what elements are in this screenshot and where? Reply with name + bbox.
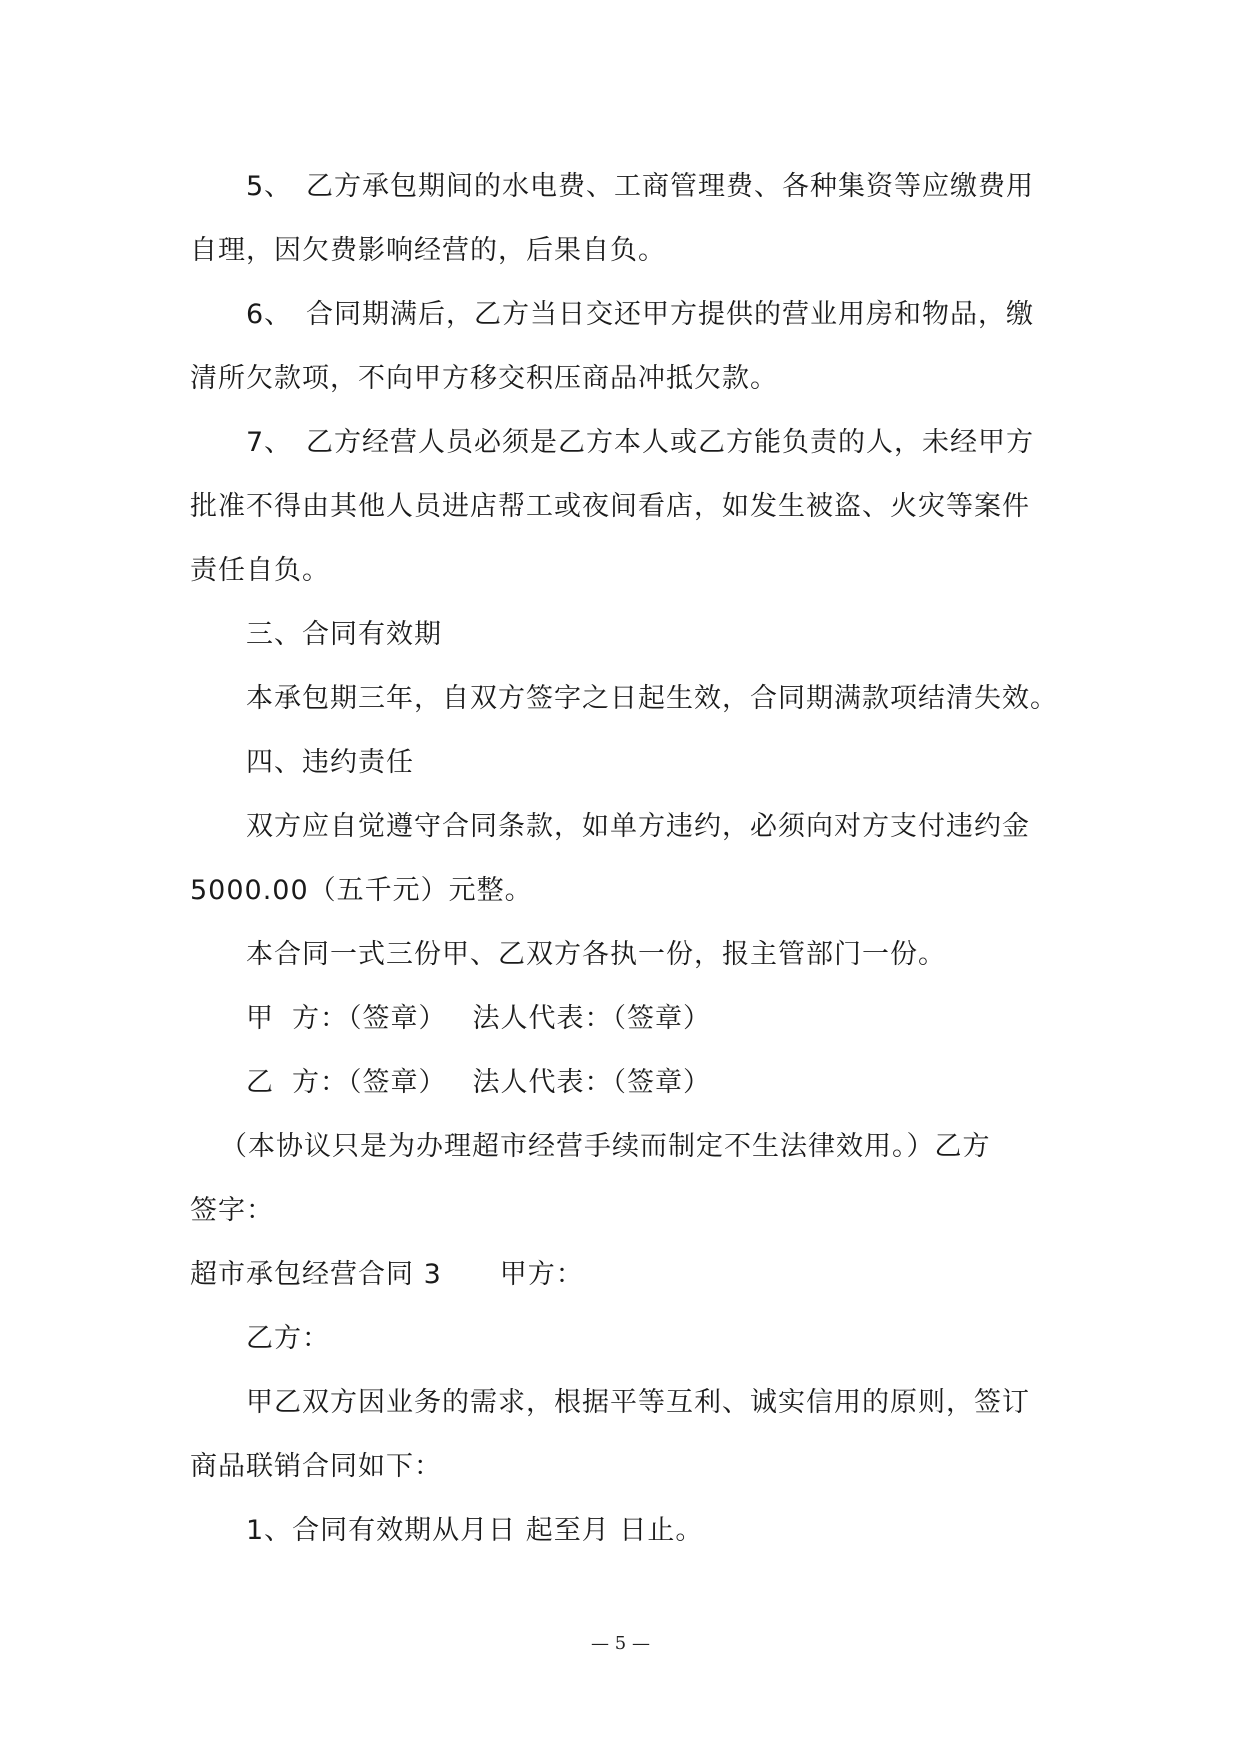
- item-5-line1: [190, 155, 1060, 219]
- contract-3-intro-line2: 商品联销合同如下：: [190, 1451, 442, 1482]
- item-6-number: 6、: [246, 299, 293, 330]
- item-6-text: 合同期满后，乙方当日交还甲方提供的营业用房和物品，缴: [306, 299, 1034, 330]
- party-a-rep: 法人代表：（签章）: [472, 1003, 711, 1034]
- contract-3-party-b: 乙方：: [246, 1323, 330, 1354]
- section-4-line1: 双方应自觉遵守合同条款，如单方违约，必须向对方支付违约金: [246, 811, 1030, 842]
- contract-3-intro-line1: 甲乙双方因业务的需求，根据平等互利、诚实信用的原则，签订: [246, 1387, 1030, 1418]
- item-7-number: 7、: [246, 427, 293, 458]
- item-5-text: 乙方承包期间的水电费、工商管理费、各种集资等应缴费用: [306, 171, 1034, 202]
- item-5-number: 5、: [246, 171, 293, 202]
- party-b-rep: 法人代表：（签章）: [472, 1067, 711, 1098]
- copies-text: 本合同一式三份甲、乙双方各执一份，报主管部门一份。: [246, 939, 946, 970]
- section-3-heading: 三、合同有效期: [246, 619, 442, 650]
- party-b-seal: 方：（签章）: [292, 1067, 447, 1098]
- document-body: [190, 155, 1060, 1563]
- party-a-seal: 方：（签章）: [292, 1003, 447, 1034]
- page-number: — 5 —: [591, 1633, 650, 1654]
- item-6-line2: 清所欠款项，不向甲方移交积压商品冲抵欠款。: [190, 363, 778, 394]
- item-7-text: 乙方经营人员必须是乙方本人或乙方能负责的人，未经甲方: [306, 427, 1034, 458]
- item-7-line1: [190, 411, 1060, 475]
- contract-3-title-row: [190, 1243, 1060, 1307]
- contract-3-party-a: 甲方：: [499, 1259, 584, 1290]
- section-4-heading: 四、违约责任: [246, 747, 414, 778]
- section-4-line2: 5000.00（五千元）元整。: [190, 875, 533, 906]
- section-3-text: 本承包期三年，自双方签字之日起生效，合同期满款项结清失效。: [246, 683, 1058, 714]
- party-a-label: 甲: [246, 1003, 274, 1034]
- item-5-line2: 自理，因欠费影响经营的，后果自负。: [190, 235, 666, 266]
- contract-3-item-1: 1、合同有效期从月日 起至月 日止。: [246, 1515, 704, 1546]
- item-7-line2: 批准不得由其他人员进店帮工或夜间看店，如发生被盗、火灾等案件: [190, 491, 1030, 522]
- note-line1: （本协议只是为办理超市经营手续而制定不生法律效用。）乙方: [220, 1131, 991, 1162]
- note-line2: 签字：: [190, 1195, 274, 1226]
- contract-3-title: 超市承包经营合同 3: [190, 1259, 442, 1290]
- item-7-line3: 责任自负。: [190, 555, 330, 586]
- signature-party-a: [190, 987, 1060, 1051]
- item-6-line1: [190, 283, 1060, 347]
- signature-party-b: [190, 1051, 1060, 1115]
- party-b-label: 乙: [246, 1067, 274, 1098]
